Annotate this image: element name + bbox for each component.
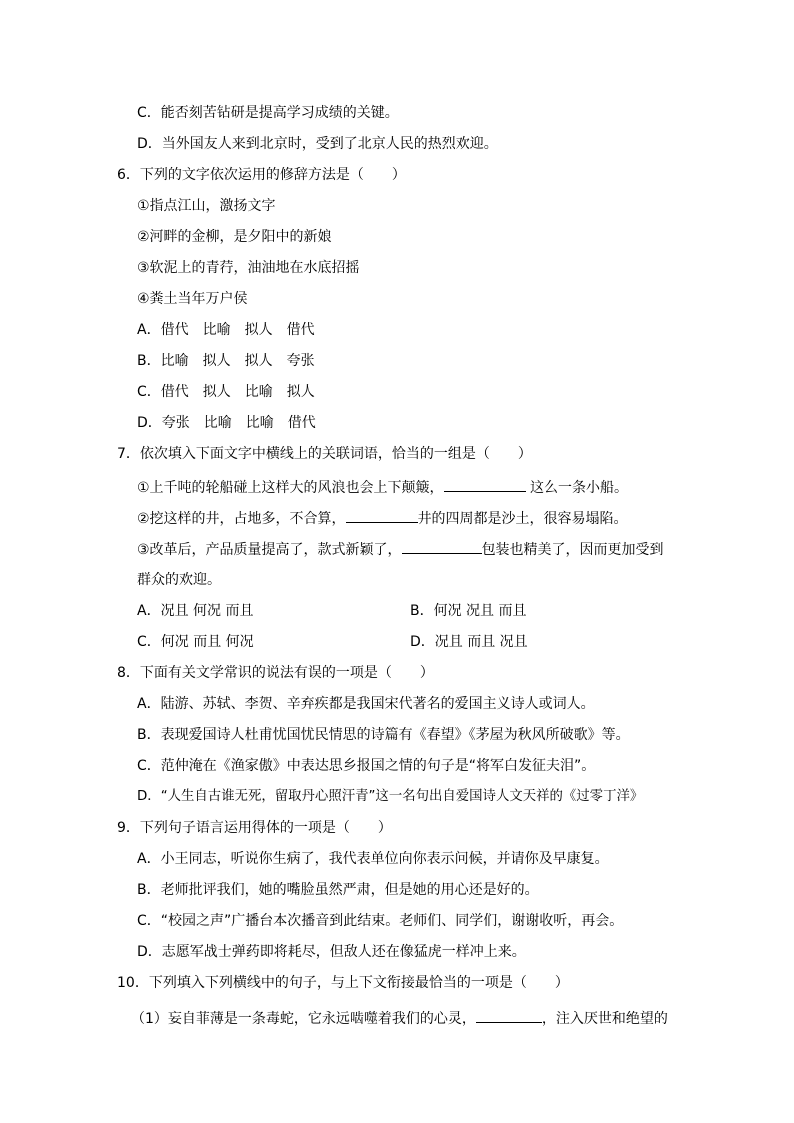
q6-option-a: A．借代 比喻 拟人 借代 [137, 322, 315, 338]
q8-option-a: A．陆游、苏轼、李贺、辛弃疾都是我国宋代著名的爱国主义诗人或词人。 [137, 696, 595, 712]
q9-option-a: A．小王同志，听说你生病了，我代表单位向你表示问候，并请你及早康复。 [137, 851, 609, 867]
q7-option-d: D．况且 而且 况且 [410, 634, 528, 650]
q7-option-a: A．况且 何况 而且 [137, 603, 254, 619]
q7-blank-1 [444, 477, 526, 492]
q7-item-3-text-a: ③改革后，产品质量提高了，款式新颖了， [137, 542, 402, 558]
q10-stem: 10．下列填入下列横线中的句子，与上下文衔接最恰当的一项是（ ） [117, 975, 569, 991]
q7-item-3-continued: 群众的欢迎。 [137, 572, 221, 588]
q10-item-1 [131, 1008, 668, 1028]
q7-item-3 [137, 539, 664, 559]
q6-option-b: B．比喻 拟人 拟人 夸张 [137, 353, 315, 369]
q7-blank-3 [402, 539, 482, 554]
q8-option-d: D．“人生自古谁无死，留取丹心照汗青”这一名句出自爱国诗人文天祥的《过零丁洋》 [137, 789, 644, 804]
q7-item-1-text-b: 这么一条小船。 [525, 480, 629, 496]
q7-item-3-text-b: 包装也精美了，因而更加受到 [481, 542, 664, 558]
q7-item-1-text-a: ①上千吨的轮船碰上这样大的风浪也会上下颠簸， [137, 480, 444, 496]
q6-option-c: C．借代 拟人 比喻 拟人 [137, 384, 315, 400]
q6-stem: 6．下列的文字依次运用的修辞方法是（ ） [117, 167, 406, 183]
q6-item-4: ④粪土当年万户侯 [137, 291, 248, 307]
q7-option-b: B．何况 况且 而且 [410, 603, 527, 619]
q10-blank-1 [476, 1008, 542, 1023]
q8-option-c: C．范仲淹在《渔家傲》中表达思乡报国之情的句子是“将军白发征夫泪”。 [137, 758, 596, 774]
q6-item-2: ②河畔的金柳，是夕阳中的新娘 [137, 229, 332, 245]
q7-item-1 [137, 477, 628, 497]
q5-option-d: D．当外国友人来到北京时，受到了北京人民的热烈欢迎。 [137, 136, 498, 152]
q6-item-1: ①指点江山，激扬文字 [137, 198, 276, 214]
q9-option-d: D．志愿军战士弹药即将耗尽，但敌人还在像猛虎一样冲上来。 [137, 944, 526, 960]
q7-item-2-text-a: ②挖这样的井，占地多，不合算， [137, 511, 346, 527]
q9-option-b: B．老师批评我们，她的嘴脸虽然严肃，但是她的用心还是好的。 [137, 882, 539, 898]
q7-blank-2 [346, 508, 418, 523]
q6-item-3: ③软泥上的青荇，油油地在水底招摇 [137, 260, 360, 276]
q9-option-c: C．“校园之声”广播台本次播音到此结束。老师们、同学们，谢谢收听，再会。 [137, 913, 624, 929]
q9-stem: 9．下列句子语言运用得体的一项是（ ） [117, 820, 392, 836]
q7-stem: 7．依次填入下面文字中横线上的关联词语，恰当的一组是（ ） [117, 446, 532, 462]
q5-option-c: C．能否刻苦钻研是提高学习成绩的关键。 [137, 105, 399, 121]
q10-item-1-text-b: ，注入厌世和绝望的 [541, 1011, 668, 1027]
q7-item-2 [137, 508, 628, 528]
q6-option-d: D．夸张 比喻 比喻 借代 [137, 415, 316, 431]
q7-option-c: C．何况 而且 何况 [137, 634, 254, 650]
q7-item-2-text-b: 井的四周都是沙土，很容易塌陷。 [417, 511, 628, 527]
q10-item-1-text-a: （1）妄自菲薄是一条毒蛇，它永远啮噬着我们的心灵， [131, 1011, 476, 1027]
q8-stem: 8．下面有关文学常识的说法有误的一项是（ ） [117, 665, 434, 681]
q8-option-b: B．表现爱国诗人杜甫忧国忧民情思的诗篇有《春望》《茅屋为秋风所破歌》等。 [137, 727, 630, 743]
